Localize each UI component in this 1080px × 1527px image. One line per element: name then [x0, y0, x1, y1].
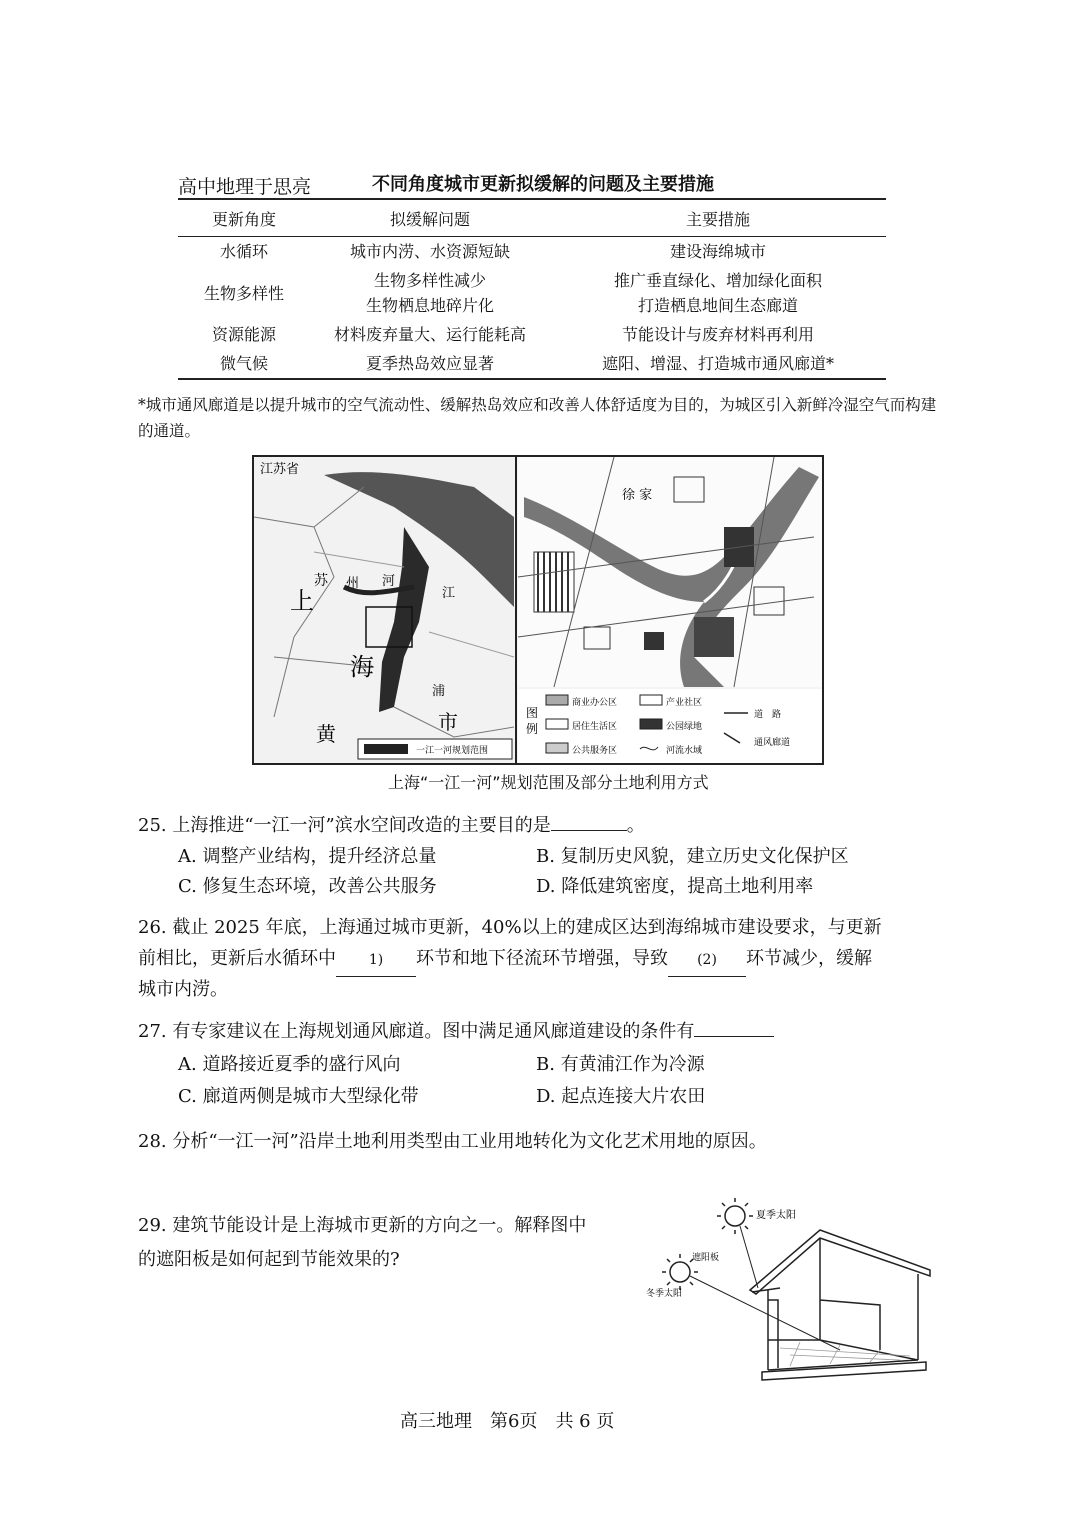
option-b[interactable]: B. 复制历史风貌，建立历史文化保护区 [536, 846, 849, 867]
q28-stem: 28. 分析“一江一河”沿岸土地利用类型由工业用地转化为文化艺术用地的原因。 [138, 1131, 767, 1152]
option-a[interactable]: A. 调整产业结构，提升经济总量 [178, 846, 437, 867]
page-footer: 高三地理 第6页 共 6 页 [400, 1411, 615, 1432]
winter-sun-label: 冬季太阳 [646, 1289, 683, 1299]
cell-problem [310, 266, 550, 320]
cell-line: 打造栖息地间生态廊道 [637, 296, 798, 315]
option-b[interactable]: B. 有黄浦江作为冷源 [536, 1054, 705, 1075]
legend-item: 公园绿地 [666, 722, 703, 732]
q25-end: 。 [626, 815, 645, 836]
legend-item: 居住生活区 [572, 722, 618, 732]
legend-item: 产业社区 [666, 698, 703, 708]
col-header-problem: 拟缓解问题 [310, 199, 550, 237]
q26-line2 [138, 943, 872, 977]
option-c[interactable]: C. 修复生态环境，改善公共服务 [178, 876, 437, 897]
cell-problem: 夏季热岛效应显著 [310, 349, 550, 379]
table-title: 不同角度城市更新拟缓解的问题及主要措施 [372, 174, 714, 195]
map-figure [252, 455, 824, 765]
cell-measure: 节能设计与废弃材料再利用 [621, 325, 814, 344]
label-huang: 黄 [316, 722, 336, 746]
map-caption: 上海“一江一河”规划范围及部分土地利用方式 [388, 773, 709, 792]
cell-angle: 生物多样性 [203, 283, 284, 303]
label-jiang: 江 [442, 586, 456, 601]
q25-text: 25. 上海推进“一江一河”滨水空间改造的主要目的是 [138, 815, 551, 836]
left-legend-label: 一江一河规划范围 [416, 746, 489, 756]
legend-swatch [546, 719, 568, 729]
cell-measure: 建设海绵城市 [669, 242, 766, 261]
option-d[interactable]: D. 起点连接大片农田 [536, 1086, 706, 1107]
footnote: *城市通风廊道是以提升城市的空气流动性、缓解热岛效应和改善人体舒适度为目的，为城区引入新鲜冷湿空气而构建的通道。 [138, 396, 937, 440]
col-header-angle: 更新角度 [178, 199, 310, 237]
park-green [694, 617, 734, 657]
answer-blank[interactable] [551, 830, 627, 831]
cell-line: 推广垂直绿化、增加绿化面积 [613, 271, 822, 290]
map-svg [254, 457, 822, 763]
cell-line: 生物栖息地碎片化 [365, 296, 494, 315]
legend-title: 例 [526, 722, 539, 736]
col-header-measure: 主要措施 [550, 199, 886, 237]
answer-blank-1[interactable]: 1) [336, 945, 416, 977]
update-table [178, 198, 886, 380]
cell-line: 生物多样性减少 [373, 271, 486, 290]
legend-swatch [640, 695, 662, 705]
table-row [178, 349, 886, 379]
option-d[interactable]: D. 降低建筑密度，提高土地利用率 [536, 876, 814, 897]
q26-text: 前相比，更新后水循环中 [138, 948, 336, 969]
watermark-label: 高中地理于思亮 [178, 176, 312, 198]
legend-swatch [546, 743, 568, 753]
option-a[interactable]: A. 道路接近夏季的盛行风向 [178, 1054, 401, 1075]
legend-item: 河流水域 [666, 746, 703, 756]
q27-text: 27. 有专家建议在上海规划通风廊道。图中满足通风廊道建设的条件有 [138, 1021, 695, 1042]
house-diagram [640, 1190, 960, 1395]
legend-item: 通风廊道 [754, 738, 791, 748]
q29-line2: 的遮阳板是如何起到节能效果的? [138, 1249, 400, 1270]
label-shi: 市 [438, 710, 458, 734]
label-province: 江苏省 [260, 462, 300, 477]
cell-angle: 水循环 [219, 242, 268, 261]
sun-rays [690, 1226, 840, 1350]
cell-problem: 材料废弃量大、运行能耗高 [333, 325, 526, 344]
left-legend-swatch [364, 744, 408, 754]
cell-angle: 资源能源 [211, 325, 276, 344]
label-su: 苏 [314, 573, 328, 589]
cell-measure: 遮阳、增湿、打造城市通风廊道* [550, 349, 886, 379]
legend-swatch [546, 695, 568, 705]
legend-item: 商业办公区 [572, 698, 618, 708]
legend-swatch [640, 719, 662, 729]
park-green [644, 632, 664, 650]
legend-title: 图 [526, 706, 539, 720]
label-zhou: 州 [346, 576, 360, 591]
label-shang: 上 [290, 587, 314, 615]
label-hai: 海 [350, 653, 374, 681]
q29-line1: 29. 建筑节能设计是上海城市更新的方向之一。解释图中 [138, 1215, 587, 1236]
table-row [178, 266, 886, 320]
shade-board-label: 遮阳板 [692, 1253, 720, 1263]
q26-line3: 城市内涝。 [138, 979, 228, 1000]
cell-problem: 城市内涝、水资源短缺 [349, 242, 510, 261]
cell-angle: 微气候 [178, 349, 310, 379]
summer-sun-label: 夏季太阳 [756, 1210, 796, 1221]
cell-measure [550, 266, 886, 320]
label-pu: 浦 [432, 684, 446, 699]
q26-text: 环节和地下径流环节增强，导致 [416, 948, 668, 969]
table-row [178, 320, 886, 349]
q26-line1: 26. 截止 2025 年底，上海通过城市更新，40%以上的建成区达到海绵城市建设要求，与更新 [138, 917, 882, 938]
q25-stem [138, 810, 645, 841]
label-xujia: 徐 家 [622, 488, 653, 503]
legend-item: 道 路 [754, 710, 782, 720]
table-row [178, 237, 886, 267]
answer-blank-2[interactable]: (2) [668, 945, 746, 977]
label-he: 河 [382, 574, 396, 589]
option-c[interactable]: C. 廊道两侧是城市大型绿化带 [178, 1086, 419, 1107]
summer-sun-icon [717, 1198, 753, 1234]
q27-stem [138, 1016, 774, 1047]
q26-text: 环节减少，缓解 [746, 948, 872, 969]
legend-item: 公共服务区 [572, 746, 618, 756]
answer-blank[interactable] [694, 1036, 774, 1037]
